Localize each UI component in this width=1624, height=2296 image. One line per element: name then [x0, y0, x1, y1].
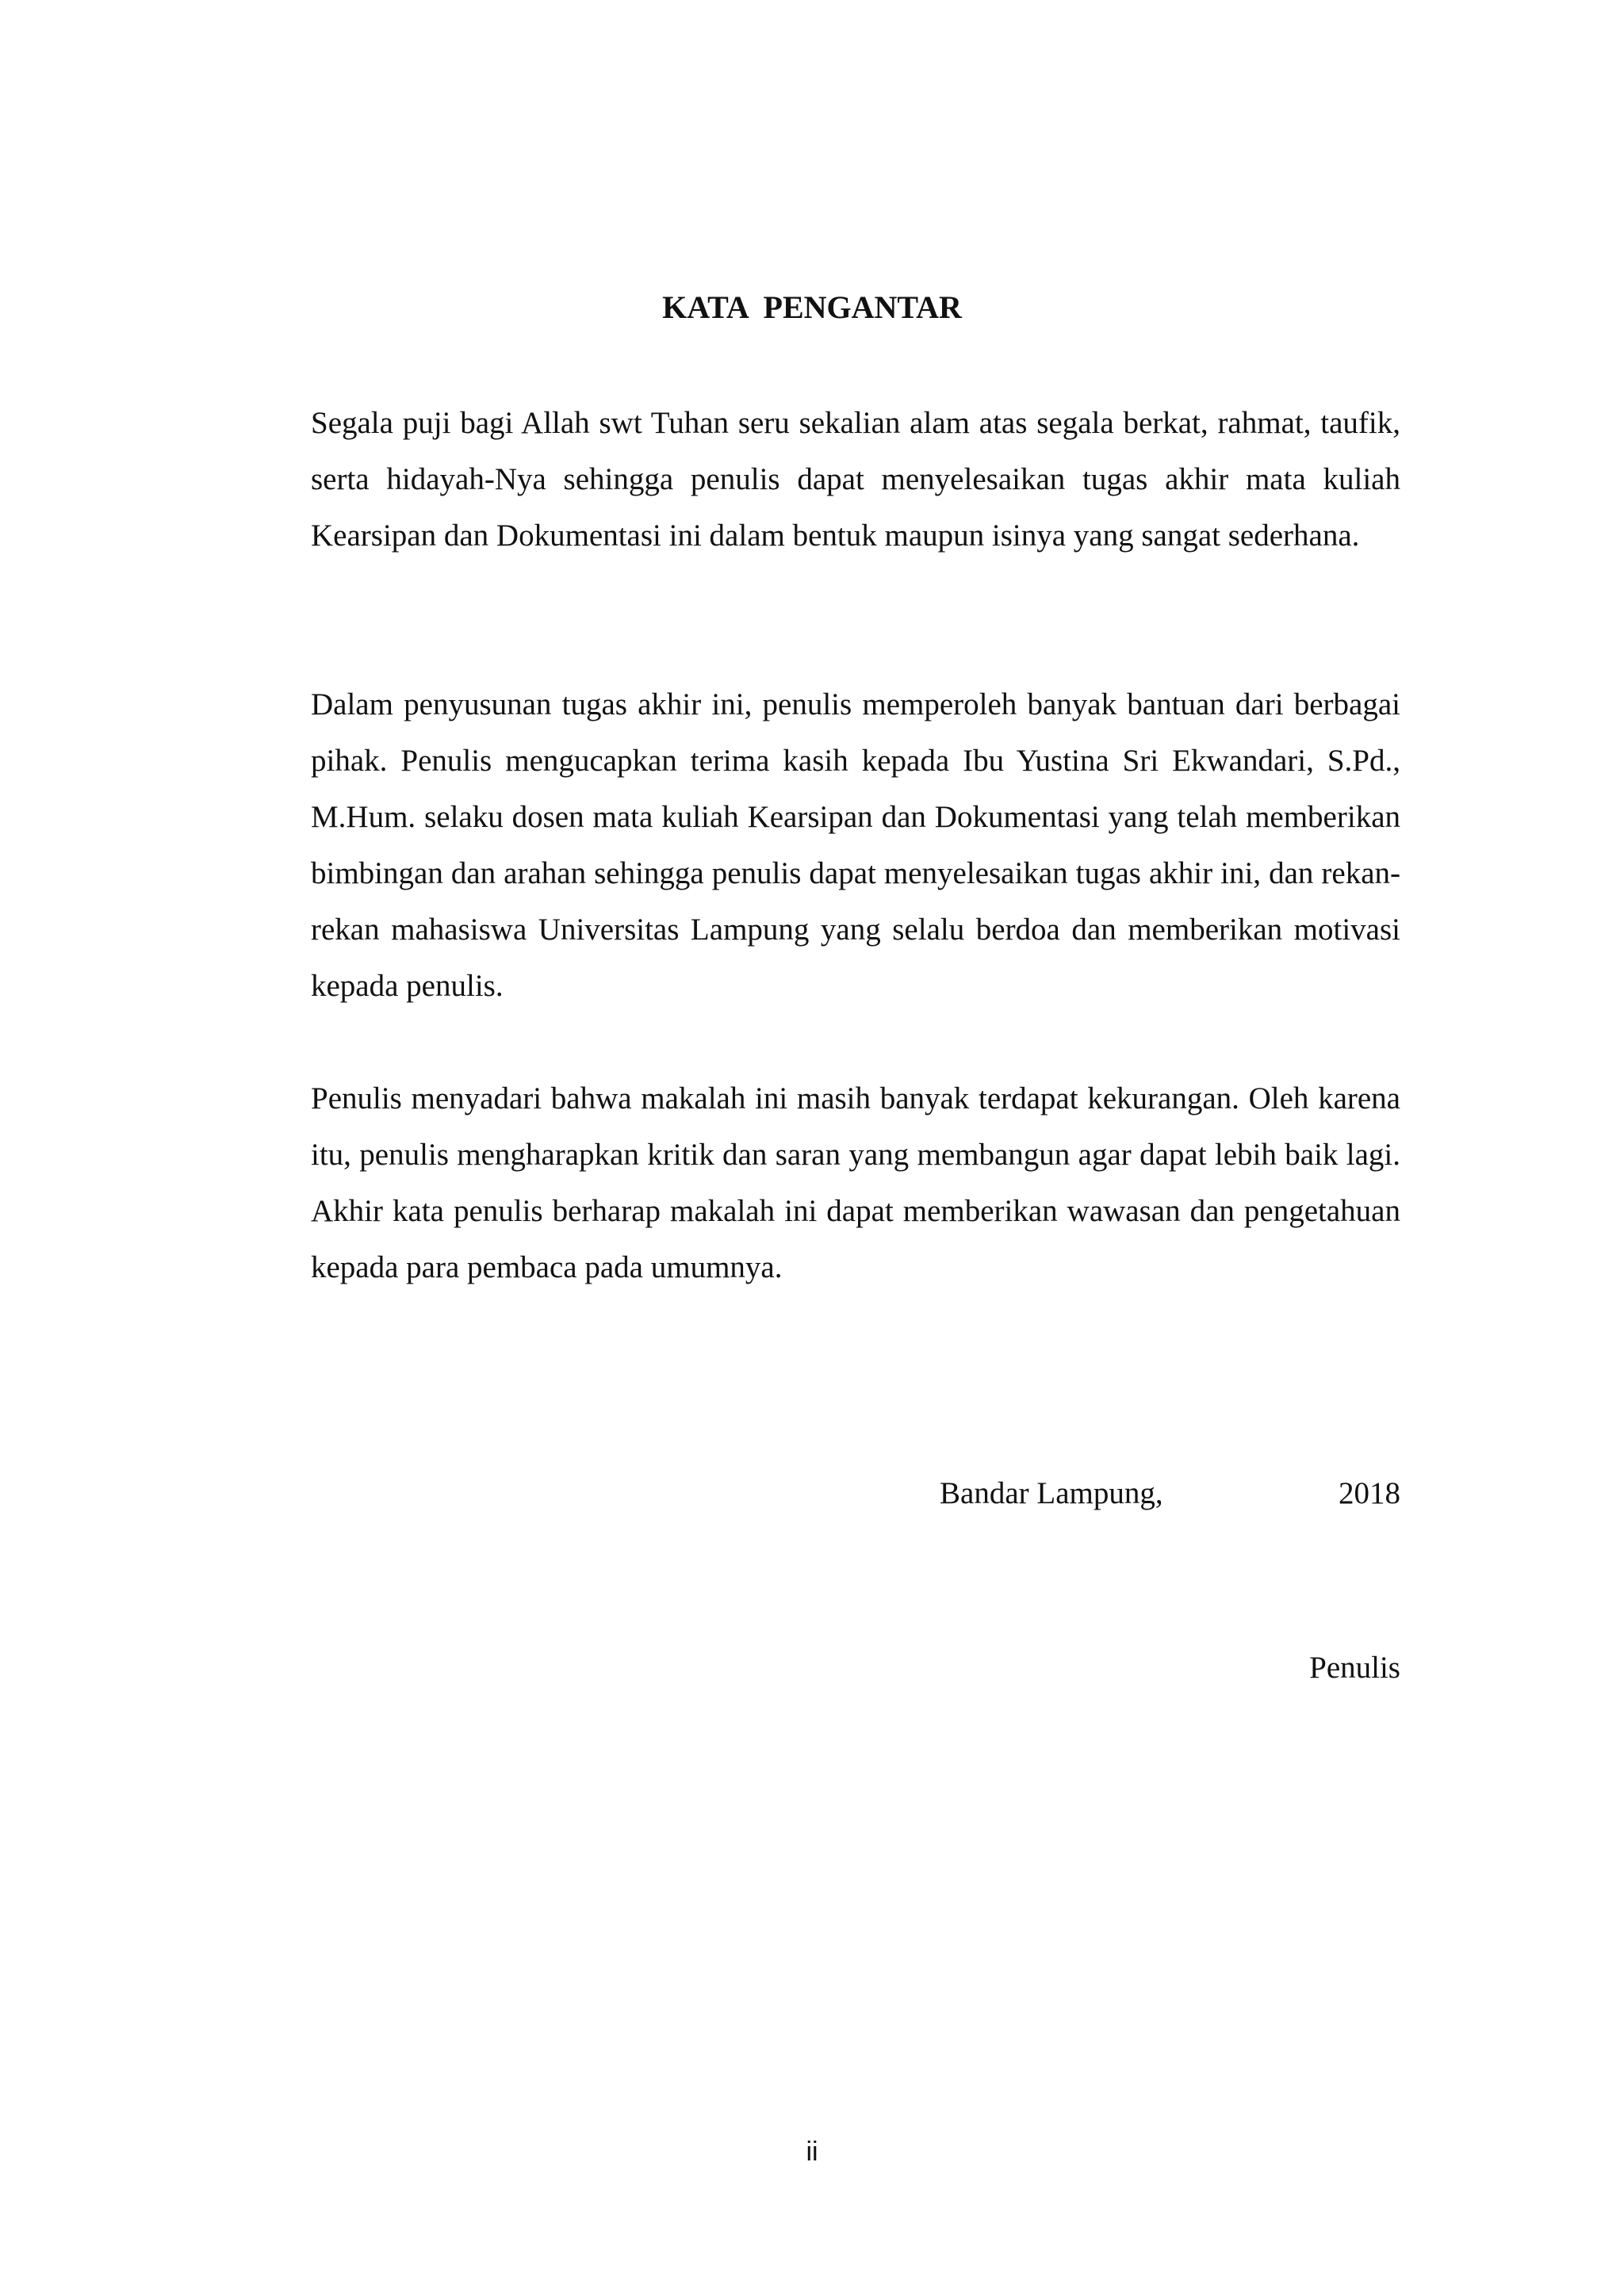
page-title: KATA PENGANTAR: [662, 289, 962, 325]
signature-place-date: [940, 1470, 1400, 1517]
page-number: ii: [806, 2137, 818, 2167]
paragraph-closing: Penulis menyadari bahwa makalah ini masih banyak terdapat kekurangan. Oleh karena itu, penulis mengharapkan kritik dan saran yang membangun agar dapat lebih baik lagi. Akhir kata penulis berharap makalah ini dapat memberikan wawasan dan pengetahuan kepada para pembaca pada umumnya.: [311, 1081, 1400, 1284]
paragraph-acknowledgement: Dalam penyusunan tugas akhir ini, penulis memperoleh banyak bantuan dari berbagai pihak. Penulis mengucapkan terima kasih kepada Ibu Yustina Sri Ekwandari, S.Pd., M.Hum. selaku dosen mata kuliah Kearsipan dan Dokumentasi yang telah memberikan bimbingan dan arahan sehingga penulis dapat menyelesaikan tugas akhir ini, dan rekan-rekan mahasiswa Universitas Lampung yang selalu berdoa dan memberikan motivasi kepada penulis.: [311, 687, 1400, 1003]
paragraph-opening: Segala puji bagi Allah swt Tuhan seru sekalian alam atas segala berkat, rahmat, taufik, serta hidayah-Nya sehingga penulis dapat menyelesaikan tugas akhir mata kuliah Kearsipan dan Dokumentasi ini dalam bentuk maupun isinya yang sangat sederhana.: [311, 406, 1400, 553]
signature-year: 2018: [1339, 1476, 1400, 1510]
signature-place: Bandar Lampung,: [940, 1476, 1163, 1510]
signature-author: Penulis: [1309, 1651, 1400, 1685]
